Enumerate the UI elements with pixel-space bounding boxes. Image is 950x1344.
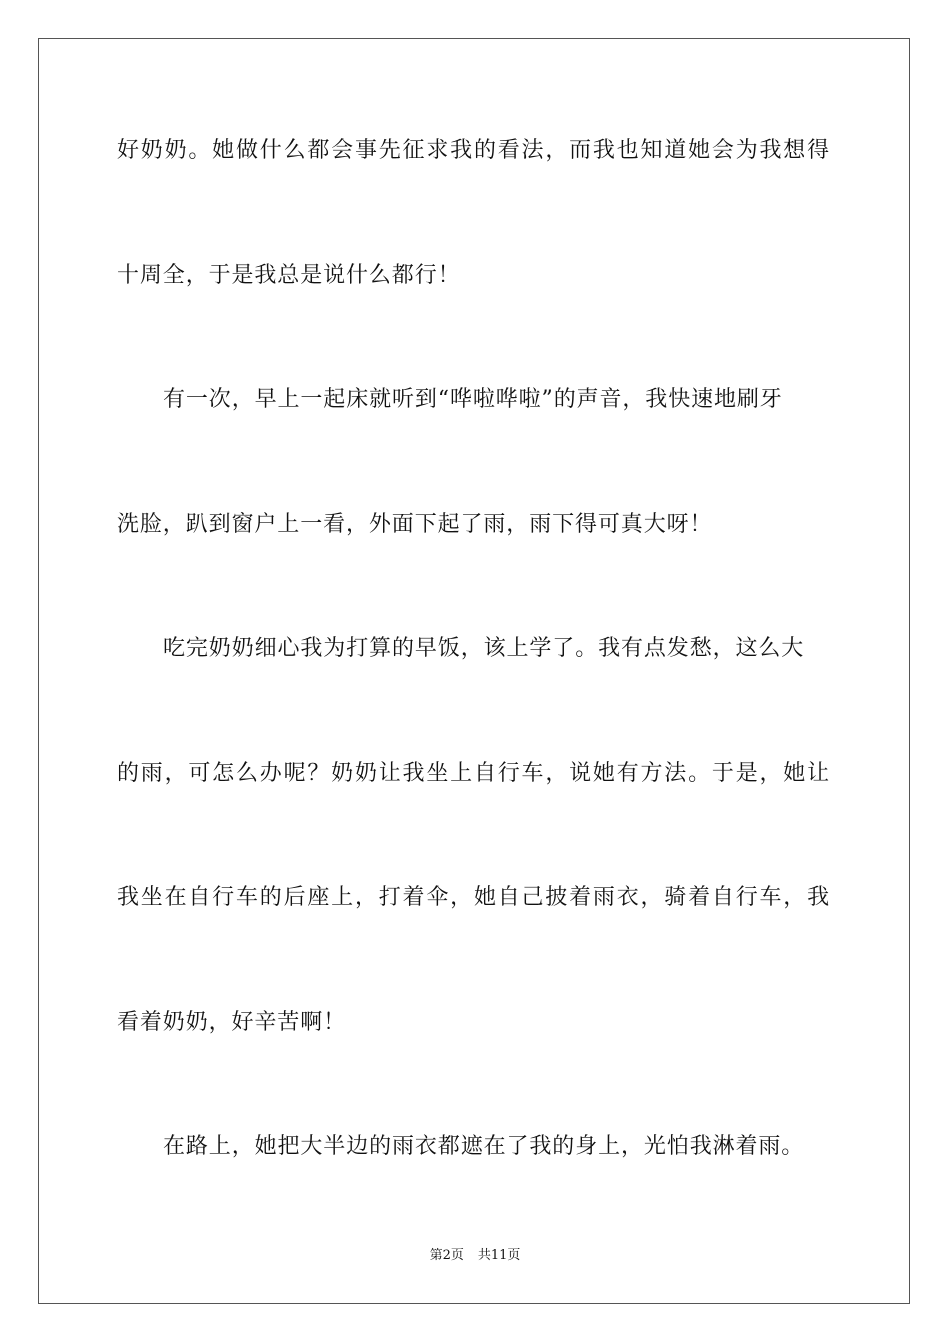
- page-border: [38, 38, 910, 1304]
- paragraph-line: 有一次，早上一起床就听到“哗啦哗啦”的声音，我快速地刷牙: [163, 387, 783, 412]
- page-number: 第2页: [429, 1248, 464, 1263]
- paragraph-line: 看着奶奶，好辛苦啊！: [117, 1010, 347, 1035]
- paragraph-line: 的雨，可怎么办呢？奶奶让我坐上自行车，说她有方法。于是，她让: [117, 761, 830, 786]
- paragraph-line: 十周全，于是我总是说什么都行！: [117, 263, 461, 288]
- paragraph-line: 我坐在自行车的后座上，打着伞，她自己披着雨衣，骑着自行车，我: [117, 885, 830, 910]
- page-footer: [0, 1248, 950, 1264]
- paragraph-line: 好奶奶。她做什么都会事先征求我的看法，而我也知道她会为我想得: [117, 138, 830, 163]
- page-total: 共11页: [477, 1248, 521, 1263]
- paragraph-line: 洗脸，趴到窗户上一看，外面下起了雨，雨下得可真大呀！: [117, 512, 713, 537]
- paragraph-line: 在路上，她把大半边的雨衣都遮在了我的身上，光怕我淋着雨。: [163, 1134, 805, 1159]
- paragraph-line: 吃完奶奶细心我为打算的早饭，该上学了。我有点发愁，这么大: [163, 636, 805, 661]
